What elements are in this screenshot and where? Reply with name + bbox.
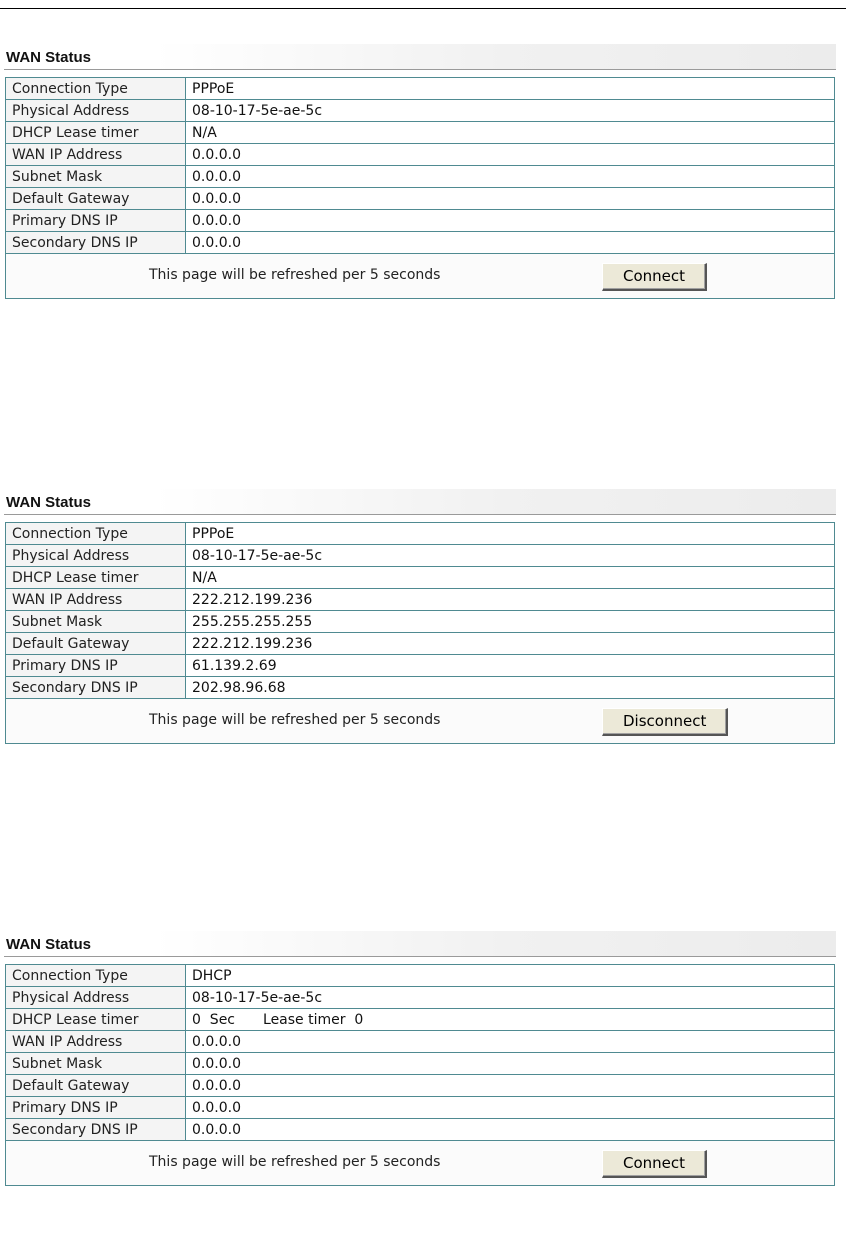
table-row — [6, 1053, 835, 1075]
connect-button[interactable]: Connect — [602, 263, 707, 291]
row-label: Connection Type — [6, 523, 186, 545]
row-value: 08-10-17-5e-ae-5c — [186, 545, 835, 567]
row-value: 0.0.0.0 — [186, 166, 835, 188]
row-label: Subnet Mask — [6, 611, 186, 633]
table-footer-row — [6, 1141, 835, 1186]
table-row — [6, 1031, 835, 1053]
refresh-note: This page will be refreshed per 5 seconds — [149, 711, 441, 728]
disconnect-button[interactable]: Disconnect — [602, 708, 728, 736]
footer-cell — [6, 254, 835, 299]
wan-status-table — [5, 522, 835, 744]
table-row — [6, 987, 835, 1009]
table-row — [6, 1119, 835, 1141]
panel-header — [4, 489, 836, 515]
row-value: 0.0.0.0 — [186, 144, 835, 166]
table-row — [6, 210, 835, 232]
table-row — [6, 78, 835, 100]
row-value: 0.0.0.0 — [186, 1119, 835, 1141]
table-row — [6, 589, 835, 611]
row-value: PPPoE — [186, 523, 835, 545]
wan-status-panel-pppoe-disconnected — [4, 44, 836, 285]
row-label: Physical Address — [6, 100, 186, 122]
wan-status-table — [5, 964, 835, 1186]
lease-seconds: 0 Sec — [192, 1011, 236, 1028]
row-value: 222.212.199.236 — [186, 633, 835, 655]
row-label: Primary DNS IP — [6, 655, 186, 677]
panel-title: WAN Status — [6, 936, 92, 953]
table-row — [6, 100, 835, 122]
row-value: 255.255.255.255 — [186, 611, 835, 633]
table-row — [6, 655, 835, 677]
row-value: 0.0.0.0 — [186, 1075, 835, 1097]
row-label: Subnet Mask — [6, 1053, 186, 1075]
row-value: 61.139.2.69 — [186, 655, 835, 677]
footer-cell — [6, 1141, 835, 1186]
row-label: Physical Address — [6, 545, 186, 567]
table-row — [6, 965, 835, 987]
refresh-note: This page will be refreshed per 5 seconds — [149, 266, 441, 283]
footer-cell — [6, 699, 835, 744]
row-value: 0.0.0.0 — [186, 188, 835, 210]
row-label: Connection Type — [6, 965, 186, 987]
table-row — [6, 611, 835, 633]
table-row — [6, 633, 835, 655]
row-value — [186, 1009, 835, 1031]
table-row — [6, 1097, 835, 1119]
table-footer-row — [6, 254, 835, 299]
panel-title: WAN Status — [6, 494, 92, 511]
lease-timer: Lease timer 0 — [263, 1011, 364, 1028]
row-label: Secondary DNS IP — [6, 677, 186, 699]
row-label: Default Gateway — [6, 633, 186, 655]
row-label: DHCP Lease timer — [6, 567, 186, 589]
row-label: Primary DNS IP — [6, 210, 186, 232]
wan-status-table — [5, 77, 835, 299]
table-row — [6, 122, 835, 144]
table-row — [6, 144, 835, 166]
table-row — [6, 545, 835, 567]
table-row — [6, 232, 835, 254]
table-footer-row — [6, 699, 835, 744]
table-row — [6, 188, 835, 210]
wan-status-panel-dhcp — [4, 931, 836, 1172]
table-row — [6, 166, 835, 188]
row-value: N/A — [186, 567, 835, 589]
refresh-note: This page will be refreshed per 5 seconds — [149, 1153, 441, 1170]
row-value: 08-10-17-5e-ae-5c — [186, 987, 835, 1009]
page-top-rule — [0, 8, 846, 9]
table-row — [6, 567, 835, 589]
panel-header — [4, 44, 836, 70]
row-value: PPPoE — [186, 78, 835, 100]
row-label: Secondary DNS IP — [6, 1119, 186, 1141]
row-value: 0.0.0.0 — [186, 1097, 835, 1119]
panel-header — [4, 931, 836, 957]
row-value: 08-10-17-5e-ae-5c — [186, 100, 835, 122]
row-label: Default Gateway — [6, 188, 186, 210]
row-label: Secondary DNS IP — [6, 232, 186, 254]
row-label: WAN IP Address — [6, 144, 186, 166]
table-row — [6, 1009, 835, 1031]
table-row — [6, 1075, 835, 1097]
row-value: N/A — [186, 122, 835, 144]
row-value: 222.212.199.236 — [186, 589, 835, 611]
row-value: 0.0.0.0 — [186, 210, 835, 232]
row-label: WAN IP Address — [6, 1031, 186, 1053]
row-value: DHCP — [186, 965, 835, 987]
row-label: DHCP Lease timer — [6, 1009, 186, 1031]
row-label: WAN IP Address — [6, 589, 186, 611]
row-value: 0.0.0.0 — [186, 1031, 835, 1053]
row-label: Subnet Mask — [6, 166, 186, 188]
table-row — [6, 677, 835, 699]
row-label: DHCP Lease timer — [6, 122, 186, 144]
wan-status-panel-pppoe-connected — [4, 489, 836, 730]
row-label: Primary DNS IP — [6, 1097, 186, 1119]
panel-title: WAN Status — [6, 49, 92, 66]
table-row — [6, 523, 835, 545]
row-label: Connection Type — [6, 78, 186, 100]
row-value: 0.0.0.0 — [186, 232, 835, 254]
row-value: 202.98.96.68 — [186, 677, 835, 699]
row-label: Default Gateway — [6, 1075, 186, 1097]
row-label: Physical Address — [6, 987, 186, 1009]
connect-button[interactable]: Connect — [602, 1150, 707, 1178]
row-value: 0.0.0.0 — [186, 1053, 835, 1075]
